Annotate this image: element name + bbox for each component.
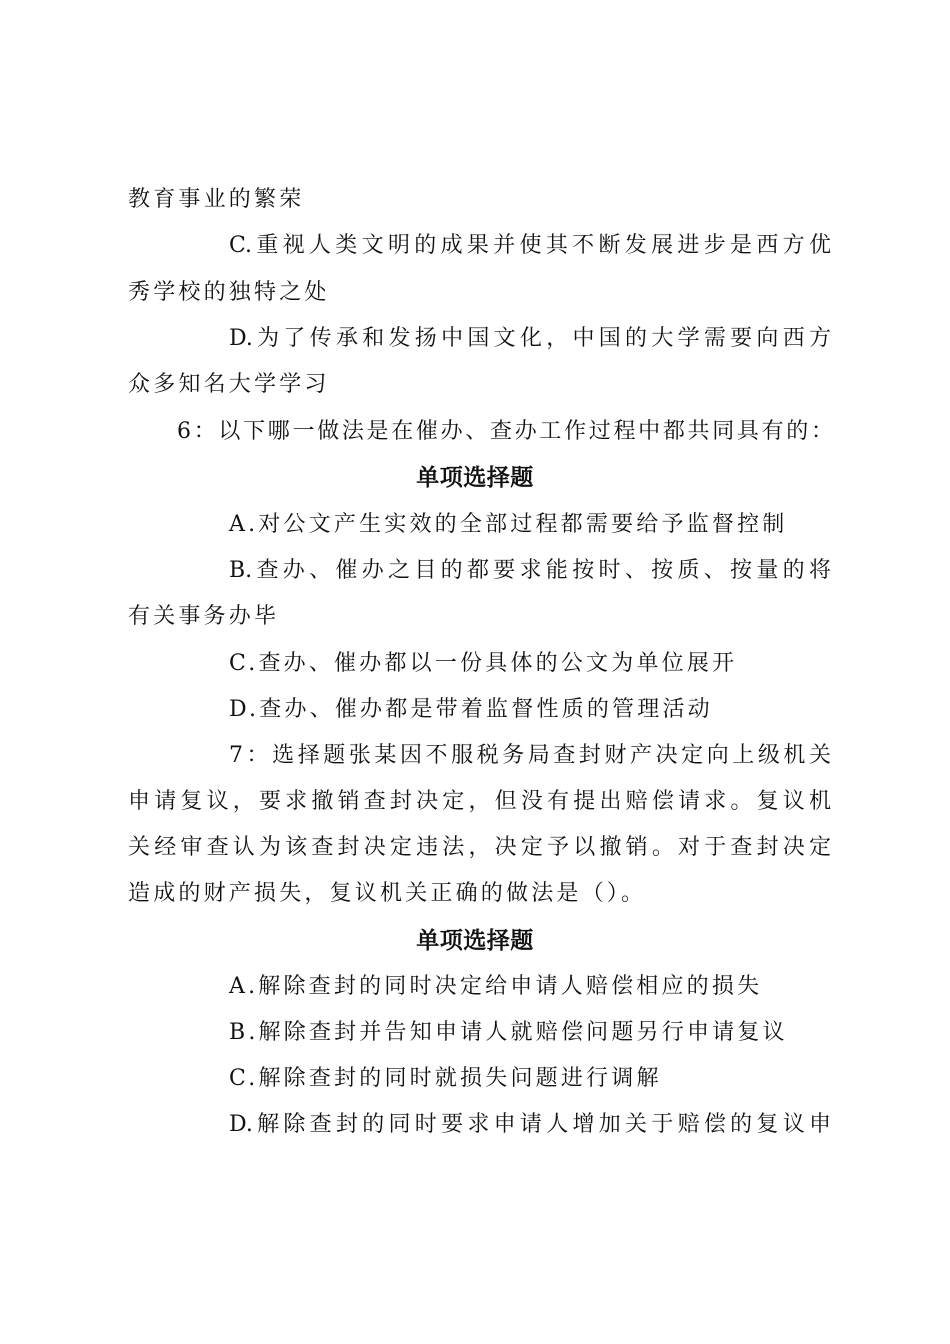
- option-a-line: A.解除查封的同时决定给申请人赔偿相应的损失: [229, 974, 763, 999]
- section-heading: 单项选择题: [416, 927, 534, 954]
- option-b-line: B.查办、催办之目的都要求能按时、按质、按量的将: [229, 558, 831, 583]
- question-6: 6：以下哪一做法是在催办、查办工作过程中都共同具有的：: [177, 419, 833, 444]
- option-a-line: A.对公文产生实效的全部过程都需要给予监督控制: [229, 512, 788, 537]
- option-c-line: C.解除查封的同时就损失问题进行调解: [229, 1066, 662, 1091]
- text-line: 申请复议，要求撤销查封决定，但没有提出赔偿请求。复议机: [128, 789, 831, 814]
- text-line: 众多知名大学学习: [128, 372, 330, 397]
- option-d-line: D.为了传承和发扬中国文化，中国的大学需要向西方: [229, 326, 831, 351]
- option-c-line: C.重视人类文明的成果并使其不断发展进步是西方优: [229, 233, 831, 258]
- text-line: 关经审查认为该查封决定违法，决定予以撤销。对于查封决定: [128, 835, 831, 860]
- section-heading: 单项选择题: [416, 464, 534, 491]
- text-line: 秀学校的独特之处: [128, 280, 330, 305]
- option-d-line: D.查办、催办都是带着监督性质的管理活动: [229, 697, 713, 722]
- option-c-line: C.查办、催办都以一份具体的公文为单位展开: [229, 651, 738, 676]
- text-line: 有关事务办毕: [128, 604, 280, 629]
- text-line: 教育事业的繁荣: [128, 187, 305, 212]
- question-7: 7：选择题张某因不服税务局查封财产决定向上级机关: [229, 743, 831, 768]
- option-b-line: B.解除查封并告知申请人就赔偿问题另行申请复议: [229, 1020, 788, 1045]
- text-line: 造成的财产损失，复议机关正确的做法是（）。: [128, 881, 647, 906]
- option-d-line: D.解除查封的同时要求申请人增加关于赔偿的复议申: [229, 1112, 831, 1137]
